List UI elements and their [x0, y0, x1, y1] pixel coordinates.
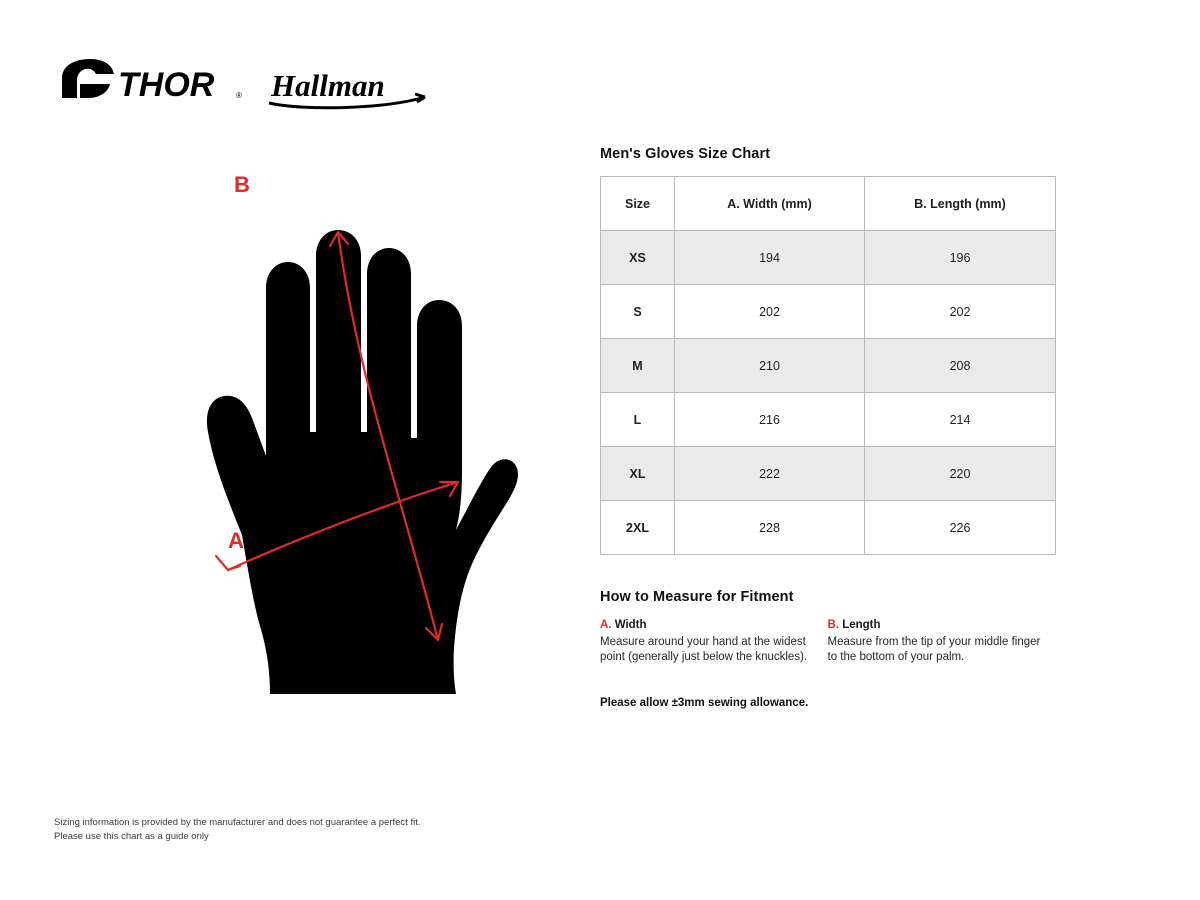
table-row — [601, 231, 1056, 285]
cell-length: 196 — [865, 231, 1056, 285]
column-header-width: A. Width (mm) — [675, 177, 865, 231]
measure-name-width: Width — [614, 619, 647, 631]
table-row — [601, 285, 1056, 339]
cell-size: M — [601, 339, 675, 393]
measure-letter-a: A. — [600, 619, 612, 631]
footer-line-1: Sizing information is provided by the manufacturer and does not guarantee a perfect fit. — [54, 817, 421, 829]
cell-width: 228 — [675, 501, 865, 555]
label-b: B — [234, 172, 250, 197]
table-row — [601, 501, 1056, 555]
size-chart-title: Men's Gloves Size Chart — [600, 146, 771, 162]
cell-width: 202 — [675, 285, 865, 339]
cell-size: XS — [601, 231, 675, 285]
table-header-row — [601, 177, 1056, 231]
hand-silhouette — [207, 230, 518, 694]
cell-length: 214 — [865, 393, 1056, 447]
cell-size: XL — [601, 447, 675, 501]
column-header-size: Size — [601, 177, 675, 231]
cell-length: 202 — [865, 285, 1056, 339]
table-row — [601, 447, 1056, 501]
cell-length: 220 — [865, 447, 1056, 501]
measure-name-length: Length — [842, 619, 881, 631]
size-chart-table — [600, 176, 1056, 555]
label-a: A — [228, 528, 244, 553]
trademark-symbol: ® — [236, 91, 242, 100]
cell-length: 226 — [865, 501, 1056, 555]
hallman-logo — [265, 63, 435, 111]
brand-logo-group — [60, 58, 480, 118]
footer-disclaimer — [54, 816, 421, 844]
sewing-allowance-note: Please allow ±3mm sewing allowance. — [600, 697, 809, 710]
footer-line-2: Please use this chart as a guide only — [54, 831, 209, 843]
hallman-wordmark: Hallman — [271, 68, 385, 103]
measure-item-length — [828, 619, 1056, 665]
cell-width: 210 — [675, 339, 865, 393]
column-header-length: B. Length (mm) — [865, 177, 1056, 231]
measure-text-width: Measure around your hand at the widest point (generally just below the knuckles). — [600, 636, 808, 664]
cell-size: S — [601, 285, 675, 339]
table-row — [601, 339, 1056, 393]
cell-size: L — [601, 393, 675, 447]
measure-item-width — [600, 619, 828, 665]
thor-logo — [60, 58, 245, 110]
thor-wordmark: THOR — [118, 66, 215, 104]
how-to-measure-title: How to Measure for Fitment — [600, 589, 794, 605]
size-chart-panel — [600, 146, 1055, 709]
cell-size: 2XL — [601, 501, 675, 555]
measure-letter-b: B. — [827, 619, 839, 631]
how-to-measure-section — [600, 589, 1055, 709]
cell-width: 222 — [675, 447, 865, 501]
cell-width: 216 — [675, 393, 865, 447]
cell-length: 208 — [865, 339, 1056, 393]
table-row — [601, 393, 1056, 447]
cell-width: 194 — [675, 231, 865, 285]
measure-text-length: Measure from the tip of your middle finger to the bottom of your palm. — [827, 636, 1041, 664]
glove-measurement-diagram — [120, 170, 580, 730]
